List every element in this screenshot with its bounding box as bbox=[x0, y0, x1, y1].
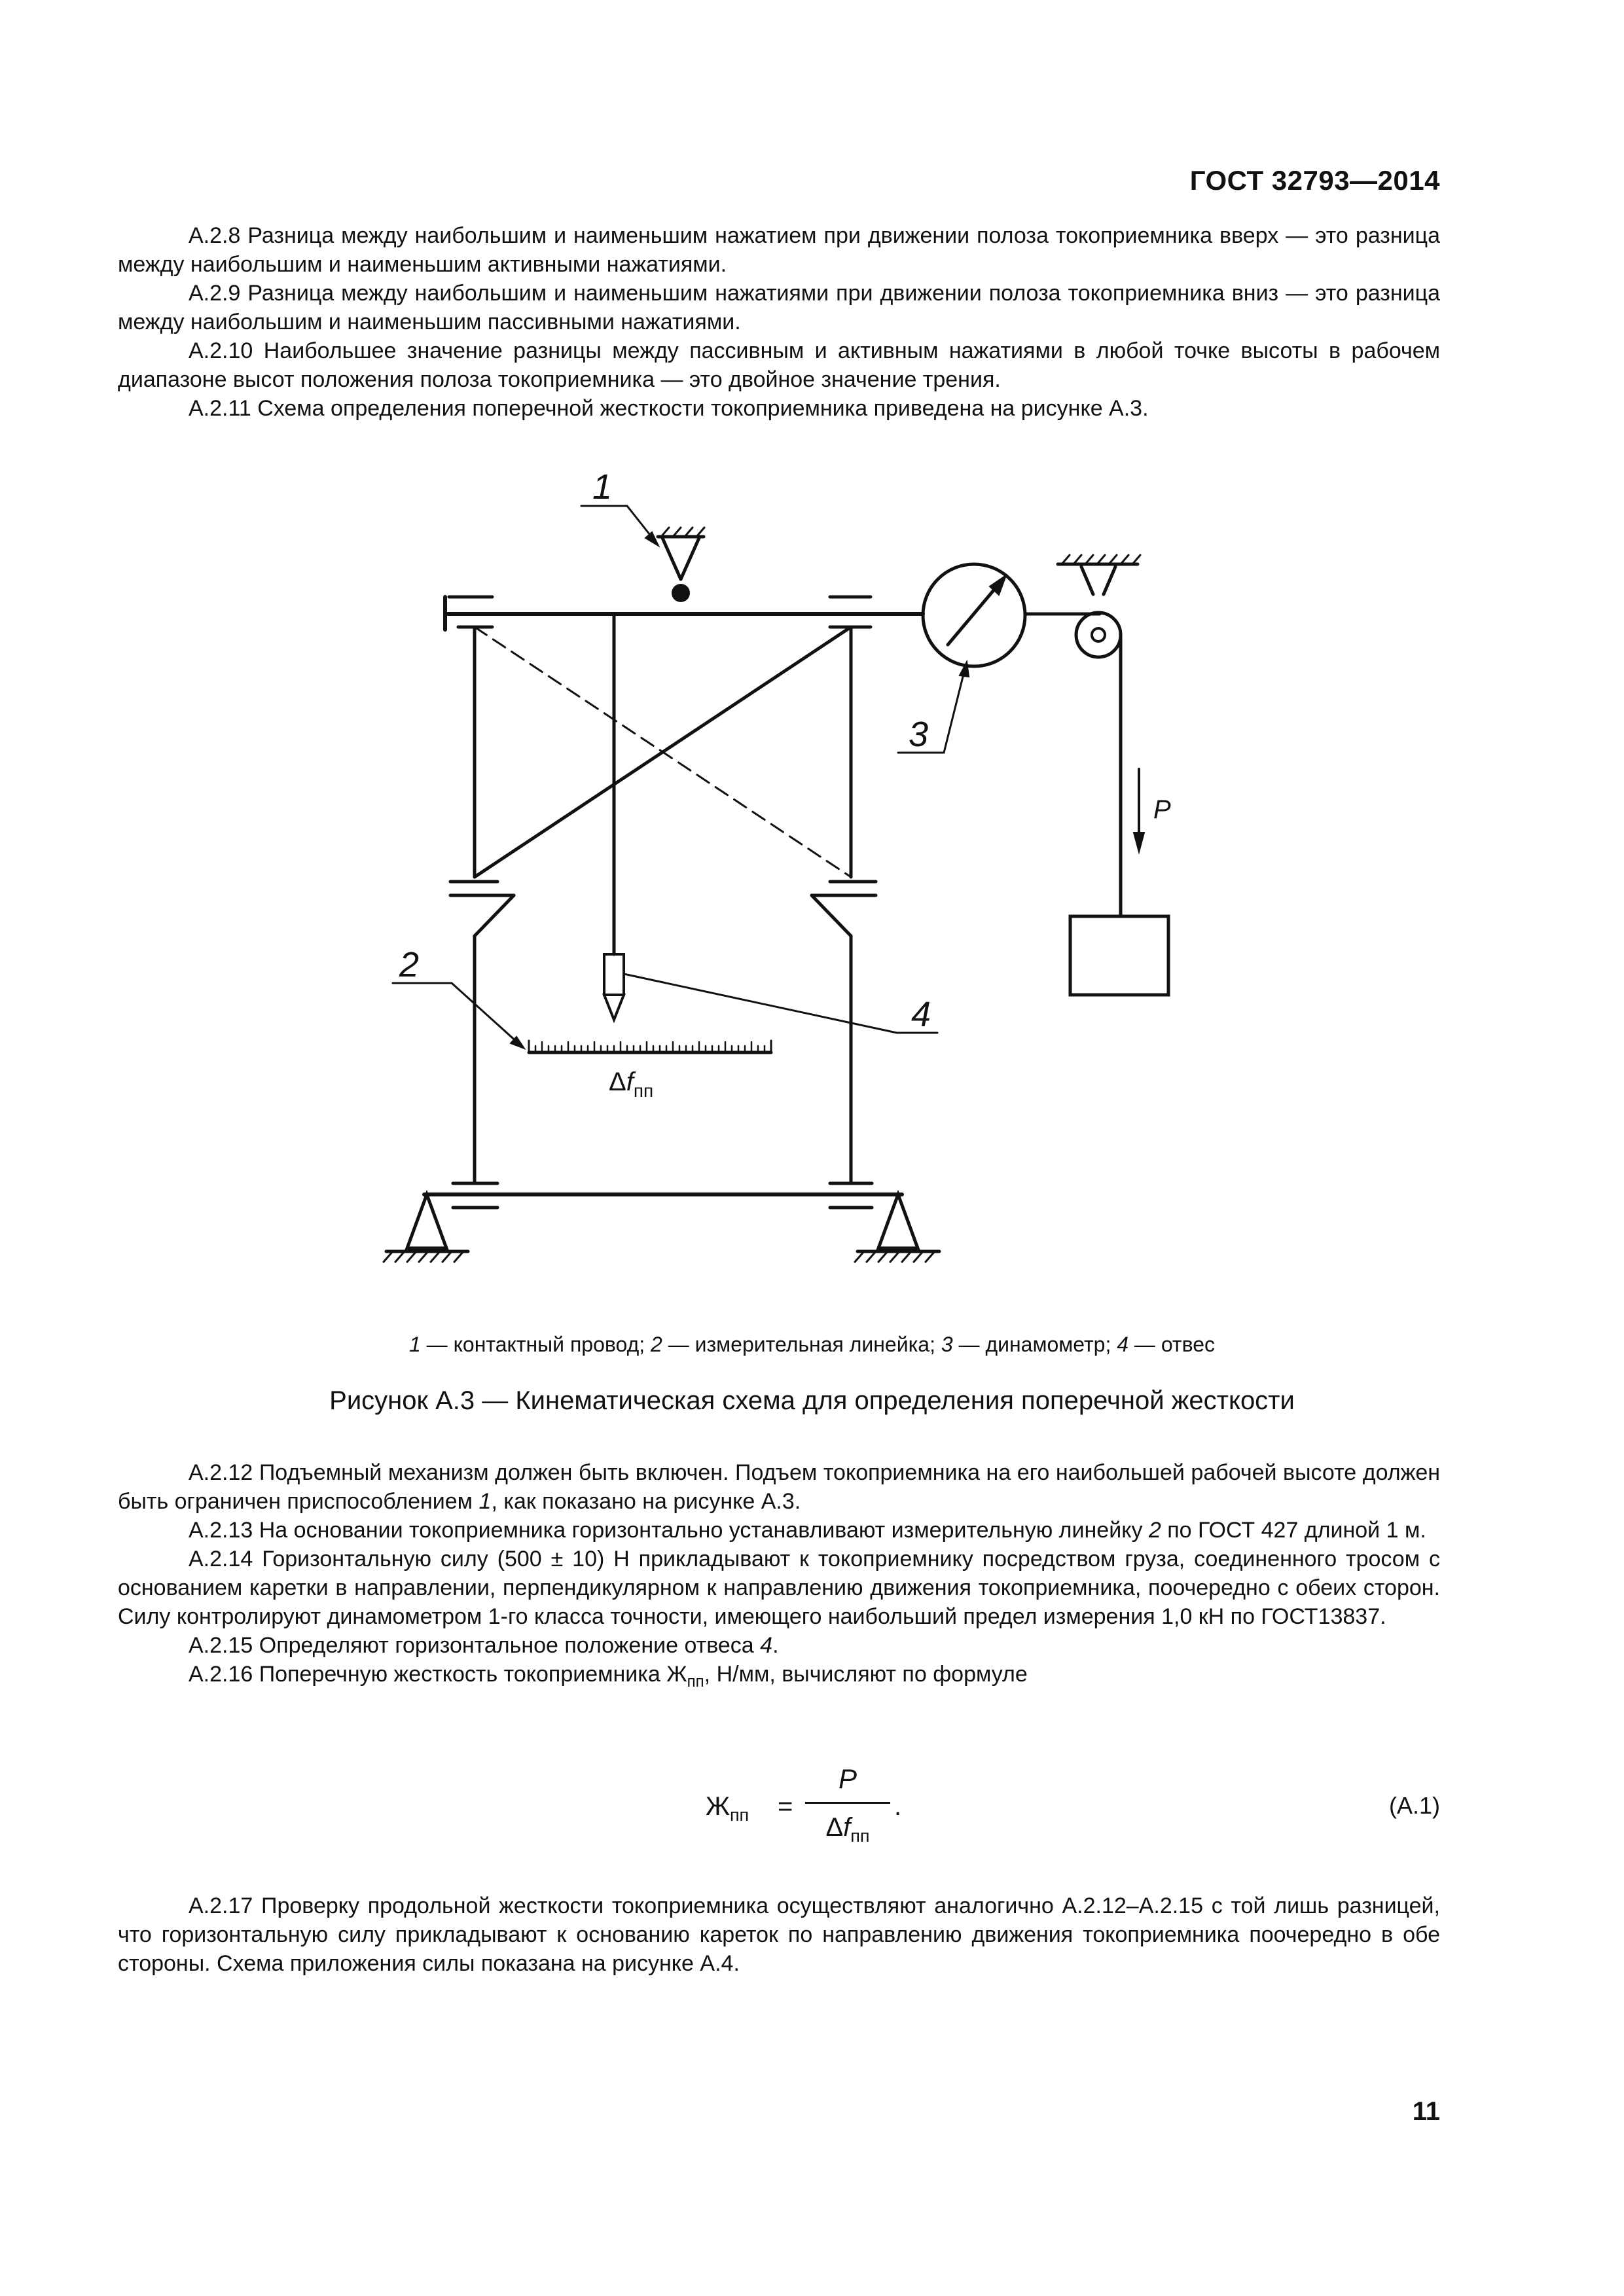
formula-a1 bbox=[700, 1765, 923, 1856]
page-number: 11 bbox=[1412, 2097, 1440, 2126]
paragraph-a-2-11: А.2.11 Схема определения поперечной жесткости токоприемника приведена на рисунке А.3. bbox=[189, 396, 1149, 421]
p16-sub: пп bbox=[687, 1672, 704, 1691]
paragraph-a-2-14: А.2.14 Горизонтальную силу (500 ± 10) Н прикладывают к токоприемнику посредством груза, соединенного тросом с основанием каретки в направлении, перпендикулярном к направлению движения токоприемника, поочередно с обеих сторон. Силу контролируют динамометром 1-го класса точности, имеющего наибольший предел измерения 1,0 кН по ГОСТ13837. bbox=[118, 1547, 1440, 1629]
contact-wire-support bbox=[658, 528, 704, 602]
figure-caption: Рисунок А.3 — Кинематическая схема для определения поперечной жесткости bbox=[329, 1386, 1295, 1415]
formula-equals: = bbox=[778, 1792, 793, 1821]
p15-text-b: . bbox=[772, 1633, 779, 1658]
lower-frame-base bbox=[424, 939, 902, 1208]
formula-den-var: f bbox=[843, 1813, 851, 1842]
p16-text-b: , Н/мм, вычисляют по формуле bbox=[704, 1662, 1028, 1687]
formula-den-delta: Δ bbox=[825, 1813, 844, 1842]
p12-text-a: А.2.12 Подъемный механизм должен быть включен. Подъем токоприемника на его наибольшей рабочей высоте должен быть ограничен приспособлением bbox=[118, 1460, 1440, 1514]
plumb-bob bbox=[604, 614, 624, 1020]
paragraph-a-2-12 bbox=[118, 1458, 1440, 1516]
label-2: 2 bbox=[399, 945, 420, 984]
formula-lhs-sub: пп bbox=[729, 1805, 749, 1825]
load-weight bbox=[1070, 916, 1168, 995]
figure-legend bbox=[0, 1333, 1624, 1357]
label-delta-f bbox=[609, 1067, 653, 1101]
label-force-p: P bbox=[1153, 795, 1171, 824]
legend-text-1: — контактный провод; bbox=[420, 1333, 651, 1356]
base-support-right bbox=[855, 1194, 939, 1262]
paragraph-a-2-8: А.2.8 Разница между наибольшим и наименьшим нажатием при движении полоза токоприемника вверх — это разница между наибольшим и наименьшим активными нажатиями. bbox=[118, 223, 1440, 277]
label-3: 3 bbox=[909, 715, 929, 754]
label-delta-symbol: Δ bbox=[609, 1067, 626, 1096]
p12-ref: 1 bbox=[478, 1489, 492, 1514]
legend-num-3: 3 bbox=[941, 1333, 953, 1356]
paragraph-a-2-17: А.2.17 Проверку продольной жесткости токоприемника осуществляют аналогично А.2.12–А.2.15 с той лишь разницей, что горизонтальную силу прикладывают к основанию кареток по направлению движения токоприемника поочередно в обе стороны. Схема приложения силы показана на рисунке А.4. bbox=[118, 1893, 1440, 1976]
p13-text-a: А.2.13 На основании токоприемника горизонтально устанавливают измерительную линейку bbox=[189, 1518, 1149, 1543]
formula-period: . bbox=[894, 1792, 902, 1821]
label-delta-var: f bbox=[626, 1067, 634, 1096]
upper-frame bbox=[450, 627, 876, 939]
pulley-and-rope bbox=[1025, 555, 1140, 916]
base-support-left bbox=[384, 1194, 468, 1262]
p13-ref: 2 bbox=[1148, 1518, 1161, 1543]
figure-a3-kinematic-diagram bbox=[367, 452, 1185, 1296]
text-block-bottom bbox=[118, 1458, 1440, 1696]
paragraph-a-2-16 bbox=[118, 1660, 1440, 1696]
formula-number: (А.1) bbox=[1388, 1792, 1440, 1819]
text-block-last bbox=[118, 1892, 1440, 1978]
force-arrow bbox=[1134, 769, 1144, 852]
paragraph-a-2-10: А.2.10 Наибольшее значение разницы между пассивным и активным нажатиями в любой точке высоты в рабочем диапазоне высот положения полоза токоприемника — это двойное значение трения. bbox=[118, 338, 1440, 392]
formula-den-sub: пп bbox=[850, 1826, 870, 1846]
legend-text-4: — отвес bbox=[1128, 1333, 1215, 1356]
p13-text-b: по ГОСТ 427 длиной 1 м. bbox=[1161, 1518, 1426, 1543]
pantograph-head-bar bbox=[445, 597, 923, 630]
formula-fraction-bar bbox=[805, 1802, 890, 1804]
legend-num-1: 1 bbox=[408, 1333, 421, 1356]
formula-numerator: P bbox=[838, 1763, 857, 1794]
p16-text-a: А.2.16 Поперечную жесткость токоприемника Ж bbox=[189, 1662, 687, 1687]
legend-text-2: — измерительная линейка; bbox=[662, 1333, 941, 1356]
paragraph-a-2-13 bbox=[118, 1516, 1440, 1545]
label-4: 4 bbox=[911, 995, 931, 1034]
legend-text-3: — динамометр; bbox=[952, 1333, 1117, 1356]
formula-denominator bbox=[805, 1813, 890, 1846]
text-block-top bbox=[118, 221, 1440, 423]
paragraph-a-2-15 bbox=[118, 1631, 1440, 1660]
formula-lhs bbox=[706, 1792, 749, 1825]
p12-text-b: , как показано на рисунке А.3. bbox=[491, 1489, 801, 1514]
legend-num-2: 2 bbox=[651, 1333, 662, 1356]
p15-ref: 4 bbox=[760, 1633, 773, 1658]
p15-text-a: А.2.15 Определяют горизонтальное положение отвеса bbox=[189, 1633, 761, 1658]
formula-lhs-symbol: Ж bbox=[706, 1792, 730, 1821]
legend-num-4: 4 bbox=[1117, 1333, 1129, 1356]
measuring-ruler bbox=[529, 1041, 771, 1052]
label-1: 1 bbox=[592, 467, 613, 507]
document-code-header: ГОСТ 32793—2014 bbox=[1189, 165, 1440, 196]
dynamometer bbox=[923, 564, 1025, 666]
paragraph-a-2-9: А.2.9 Разница между наибольшим и наименьшим нажатиями при движении полоза токоприемника вниз — это разница между наибольшим и наименьшим пассивными нажатиями. bbox=[118, 281, 1440, 334]
label-delta-sub: пп bbox=[633, 1081, 654, 1101]
